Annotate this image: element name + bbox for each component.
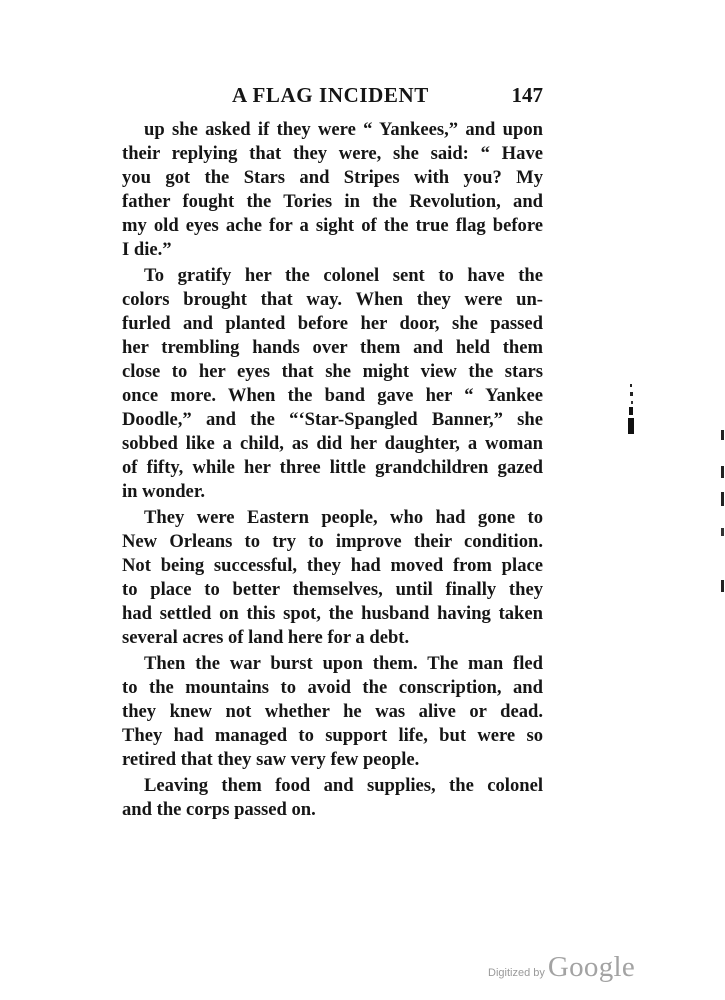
digitized-label: Digitized by	[488, 967, 545, 979]
text-line: in wonder.	[122, 481, 206, 502]
text-line: colors brought that way. When they were un-	[122, 289, 543, 310]
text-line: retired that they saw very few people.	[122, 749, 420, 770]
text-line: Not being successful, they had moved from place	[122, 555, 543, 576]
text-line: to place to better themselves, until finally they	[122, 579, 543, 600]
text-line: they knew not whether he was alive or dead.	[122, 701, 543, 722]
text-line: To gratify her the colonel sent to have the	[144, 265, 543, 286]
text-line: up she asked if they were “ Yankees,” and upon	[144, 119, 543, 140]
text-line: of fifty, while her three little grandchildren gazed	[122, 457, 543, 478]
text-line: I die.”	[122, 239, 172, 260]
text-line: close to her eyes that she might view the stars	[122, 361, 543, 382]
margin-ink-marks	[624, 384, 638, 440]
text-line: and the corps passed on.	[122, 799, 316, 820]
text-line: her trembling hands over them and held them	[122, 337, 543, 358]
edge-scan-marks	[718, 430, 725, 600]
text-line: Doodle,” and the “‘Star-Spangled Banner,” she	[122, 409, 543, 430]
body-text	[122, 118, 543, 822]
digitized-by-google-watermark	[488, 951, 635, 983]
text-line: New Orleans to try to improve their condition.	[122, 531, 543, 552]
text-line: their replying that they were, she said: “ Have	[122, 143, 543, 164]
page-header	[122, 83, 543, 109]
page-number: 147	[511, 83, 543, 107]
text-line: Leaving them food and supplies, the colonel	[144, 775, 543, 796]
text-line: They had managed to support life, but were so	[122, 725, 543, 746]
text-line: once more. When the band gave her “ Yankee	[122, 385, 543, 406]
text-line: my old eyes ache for a sight of the true flag before	[122, 215, 543, 236]
text-line: furled and planted before her door, she passed	[122, 313, 543, 334]
text-line: They were Eastern people, who had gone to	[144, 507, 543, 528]
paragraph	[122, 264, 543, 504]
google-label: Google	[547, 951, 636, 983]
paragraph	[122, 652, 543, 772]
running-title: A FLAG INCIDENT	[232, 83, 429, 107]
text-line: sobbed like a child, as did her daughter, a woman	[122, 433, 543, 454]
text-line: Then the war burst upon them. The man fled	[144, 653, 543, 674]
text-line: father fought the Tories in the Revolution, and	[122, 191, 543, 212]
paragraph	[122, 506, 543, 650]
paragraph	[122, 118, 543, 262]
text-line: you got the Stars and Stripes with you? My	[122, 167, 543, 188]
text-line: had settled on this spot, the husband having taken	[122, 603, 543, 624]
text-line: several acres of land here for a debt.	[122, 627, 410, 648]
paragraph	[122, 774, 543, 822]
text-line: to the mountains to avoid the conscription, and	[122, 677, 543, 698]
